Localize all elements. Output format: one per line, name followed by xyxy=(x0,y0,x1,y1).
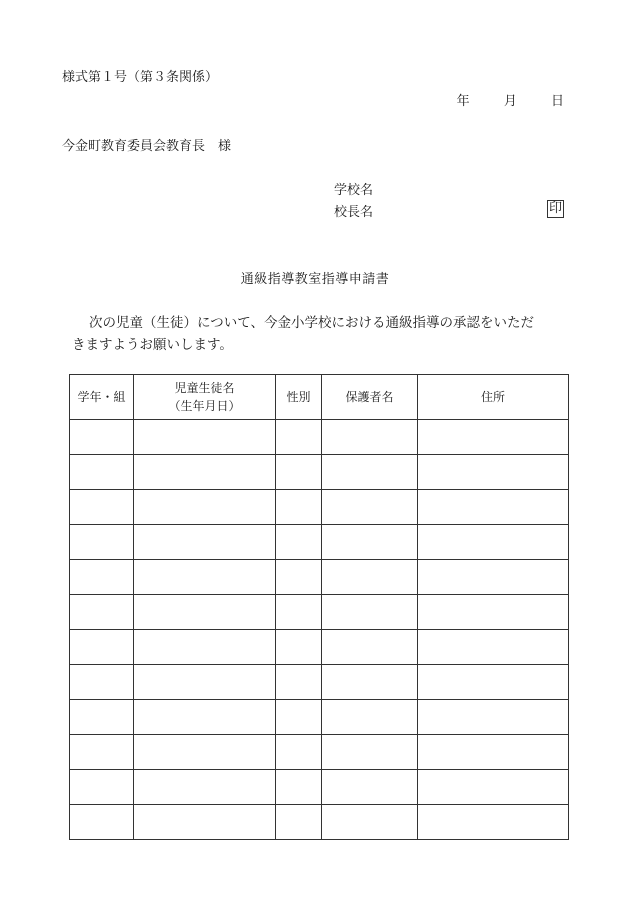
cell-guardian[interactable] xyxy=(322,455,418,490)
cell-address[interactable] xyxy=(418,420,569,455)
cell-gender[interactable] xyxy=(276,525,322,560)
table-row xyxy=(70,420,569,455)
cell-gender[interactable] xyxy=(276,630,322,665)
date-line xyxy=(457,90,564,109)
cell-address[interactable] xyxy=(418,525,569,560)
cell-grade-class[interactable] xyxy=(70,490,134,525)
cell-student-name[interactable] xyxy=(134,455,276,490)
cell-gender[interactable] xyxy=(276,420,322,455)
cell-grade-class[interactable] xyxy=(70,630,134,665)
table-body xyxy=(70,420,569,840)
header-gender: 性別 xyxy=(276,375,322,420)
cell-guardian[interactable] xyxy=(322,595,418,630)
cell-gender[interactable] xyxy=(276,735,322,770)
request-text-line2: きますようお願いします。 xyxy=(72,337,233,353)
table-row xyxy=(70,665,569,700)
cell-gender[interactable] xyxy=(276,805,322,840)
cell-gender[interactable] xyxy=(276,770,322,805)
header-birthdate-label: （生年月日） xyxy=(168,399,241,413)
cell-gender[interactable] xyxy=(276,595,322,630)
header-student-name-label: 児童生徒名 xyxy=(174,381,235,395)
cell-grade-class[interactable] xyxy=(70,525,134,560)
addressee: 今金町教育委員会教育長 様 xyxy=(62,139,232,154)
cell-guardian[interactable] xyxy=(322,700,418,735)
cell-student-name[interactable] xyxy=(134,805,276,840)
student-table xyxy=(69,374,569,840)
cell-student-name[interactable] xyxy=(134,630,276,665)
table-row xyxy=(70,595,569,630)
cell-guardian[interactable] xyxy=(322,805,418,840)
cell-student-name[interactable] xyxy=(134,770,276,805)
seal-mark: 印 xyxy=(549,201,563,216)
table-row xyxy=(70,525,569,560)
cell-address[interactable] xyxy=(418,665,569,700)
cell-grade-class[interactable] xyxy=(70,595,134,630)
cell-grade-class[interactable] xyxy=(70,805,134,840)
cell-student-name[interactable] xyxy=(134,560,276,595)
cell-student-name[interactable] xyxy=(134,420,276,455)
cell-student-name[interactable] xyxy=(134,700,276,735)
cell-student-name[interactable] xyxy=(134,595,276,630)
cell-grade-class[interactable] xyxy=(70,560,134,595)
date-month-label: 月 xyxy=(503,94,517,109)
cell-grade-class[interactable] xyxy=(70,455,134,490)
table-header-row xyxy=(70,375,569,420)
table-row xyxy=(70,560,569,595)
cell-address[interactable] xyxy=(418,490,569,525)
table-row xyxy=(70,770,569,805)
table-row xyxy=(70,455,569,490)
table-row xyxy=(70,490,569,525)
date-year-label: 年 xyxy=(456,94,470,109)
form-number: 様式第１号（第３条関係） xyxy=(62,70,219,85)
table-row xyxy=(70,630,569,665)
cell-address[interactable] xyxy=(418,630,569,665)
cell-address[interactable] xyxy=(418,805,569,840)
cell-address[interactable] xyxy=(418,560,569,595)
cell-address[interactable] xyxy=(418,455,569,490)
header-student-name xyxy=(134,375,276,420)
cell-student-name[interactable] xyxy=(134,490,276,525)
header-address: 住所 xyxy=(418,375,569,420)
cell-guardian[interactable] xyxy=(322,420,418,455)
request-text-line1: 次の児童（生徒）について、今金小学校における通級指導の承認をいただ xyxy=(89,315,534,331)
cell-student-name[interactable] xyxy=(134,735,276,770)
cell-guardian[interactable] xyxy=(322,770,418,805)
cell-grade-class[interactable] xyxy=(70,665,134,700)
cell-student-name[interactable] xyxy=(134,665,276,700)
cell-grade-class[interactable] xyxy=(70,700,134,735)
cell-student-name[interactable] xyxy=(134,525,276,560)
header-guardian: 保護者名 xyxy=(322,375,418,420)
date-day-label: 日 xyxy=(550,94,564,109)
cell-address[interactable] xyxy=(418,595,569,630)
header-grade-class: 学年・組 xyxy=(70,375,134,420)
principal-name-label: 校長名 xyxy=(334,205,374,220)
cell-grade-class[interactable] xyxy=(70,770,134,805)
cell-guardian[interactable] xyxy=(322,490,418,525)
table-row xyxy=(70,700,569,735)
cell-guardian[interactable] xyxy=(322,735,418,770)
cell-gender[interactable] xyxy=(276,560,322,595)
cell-gender[interactable] xyxy=(276,455,322,490)
cell-gender[interactable] xyxy=(276,700,322,735)
cell-address[interactable] xyxy=(418,700,569,735)
request-text xyxy=(72,312,572,356)
document-title: 通級指導教室指導申請書 xyxy=(240,272,390,287)
table-row xyxy=(70,805,569,840)
cell-address[interactable] xyxy=(418,770,569,805)
cell-grade-class[interactable] xyxy=(70,420,134,455)
cell-gender[interactable] xyxy=(276,490,322,525)
table-row xyxy=(70,735,569,770)
cell-guardian[interactable] xyxy=(322,630,418,665)
cell-address[interactable] xyxy=(418,735,569,770)
cell-guardian[interactable] xyxy=(322,665,418,700)
cell-grade-class[interactable] xyxy=(70,735,134,770)
cell-guardian[interactable] xyxy=(322,560,418,595)
cell-gender[interactable] xyxy=(276,665,322,700)
cell-guardian[interactable] xyxy=(322,525,418,560)
school-name-label: 学校名 xyxy=(334,183,374,198)
